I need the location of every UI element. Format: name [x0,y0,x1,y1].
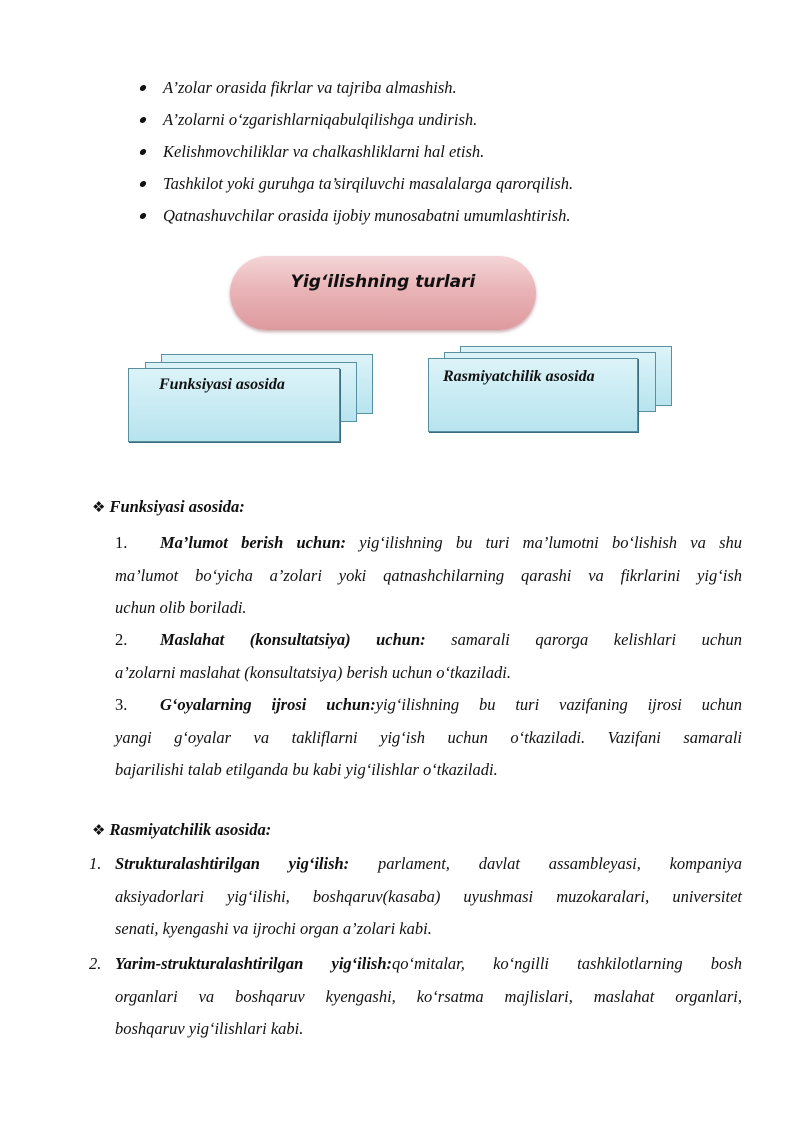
diamond-bullet-icon: ❖ [92,821,106,839]
bullet-dot-icon [139,213,147,219]
item-title: Ma’lumot berish uchun: [160,533,346,552]
goals-bullet-list [140,74,573,234]
functional-item-1: 1. Ma’lumot berish uchun: yig‘ilishning bu turi ma’lumotni bo‘lishish va shu ma’lumot bo‘yicha a’zolari yoki qatnashchilarning qarashi va fikrlarini yig‘ish uchun olib boriladi. [115,533,742,617]
item-title: Maslahat (konsultatsiya) uchun: [160,630,426,649]
diagram-title: Yig‘ilishning turlari [290,272,476,292]
bullet-item: Tashkilot yoki guruhga ta’sirqiluvchi masalalarga qarorqilish. [140,170,573,202]
right-box-label: Rasmiyatchilik asosida [443,368,595,385]
item-title: Yarim-strukturalashtirilgan yig‘ilish: [115,954,392,973]
item-title: Strukturalashtirilgan yig‘ilish: [115,854,350,873]
functional-item-2: 2. Maslahat (konsultatsiya) uchun: samarali qarorga kelishlari uchun a’zolarni maslahat (konsultatsiya) berish uchun o‘tkaziladi. [115,630,742,682]
left-box [128,368,340,442]
bullet-dot-icon [139,117,147,123]
diagram-title-pill [230,256,536,330]
bullet-item: Qatnashuvchilar orasida ijobiy munosabatni umumlashtirish. [140,202,573,234]
item-title: G‘oyalarning ijrosi uchun: [160,695,376,714]
left-box-label: Funksiyasi asosida [159,376,285,393]
bullet-item: Kelishmovchiliklar va chalkashliklarni hal etish. [140,138,573,170]
bullet-dot-icon [139,85,147,91]
formality-item-2: Yarim-strukturalashtirilgan yig‘ilish:qo‘mitalar, ko‘ngilli tashkilotlarning bosh organlari va boshqaruv kyengashi, ko‘rsatma majlislari, maslahat organlari, boshqaruv yig‘ilishlari kabi. [115,954,742,1038]
formality-item-1-number: 1. [89,854,102,873]
formality-item-2-number: 2. [89,954,102,973]
bullet-dot-icon [139,181,147,187]
diamond-bullet-icon: ❖ [92,498,106,516]
functional-item-3: 3. G‘oyalarning ijrosi uchun:yig‘ilishning bu turi vazifaning ijrosi uchun yangi g‘oyalar va takliflarni yig‘ish uchun o‘tkaziladi. Vazifani samarali bajarilishi talab etilganda bu kabi yig‘ilishlar o‘tkaziladi. [115,695,742,779]
bullet-item: A’zolarni o‘zgarishlarniqabulqilishga undirish. [140,106,573,138]
right-box [428,358,638,432]
section-heading-formality: ❖ Rasmiyatchilik asosida: [92,820,272,839]
bullet-dot-icon [139,149,147,155]
bullet-item: A’zolar orasida fikrlar va tajriba almashish. [140,74,573,106]
formality-item-1: Strukturalashtirilgan yig‘ilish: parlament, davlat assambleyasi, kompaniya aksiyadorlari yig‘ilishi, boshqaruv(kasaba) uyushmasi muzokaralari, universitet senati, kyengashi va ijrochi organ a’zolari kabi. [115,854,742,938]
section-heading-functional: ❖ Funksiyasi asosida: [92,497,245,516]
